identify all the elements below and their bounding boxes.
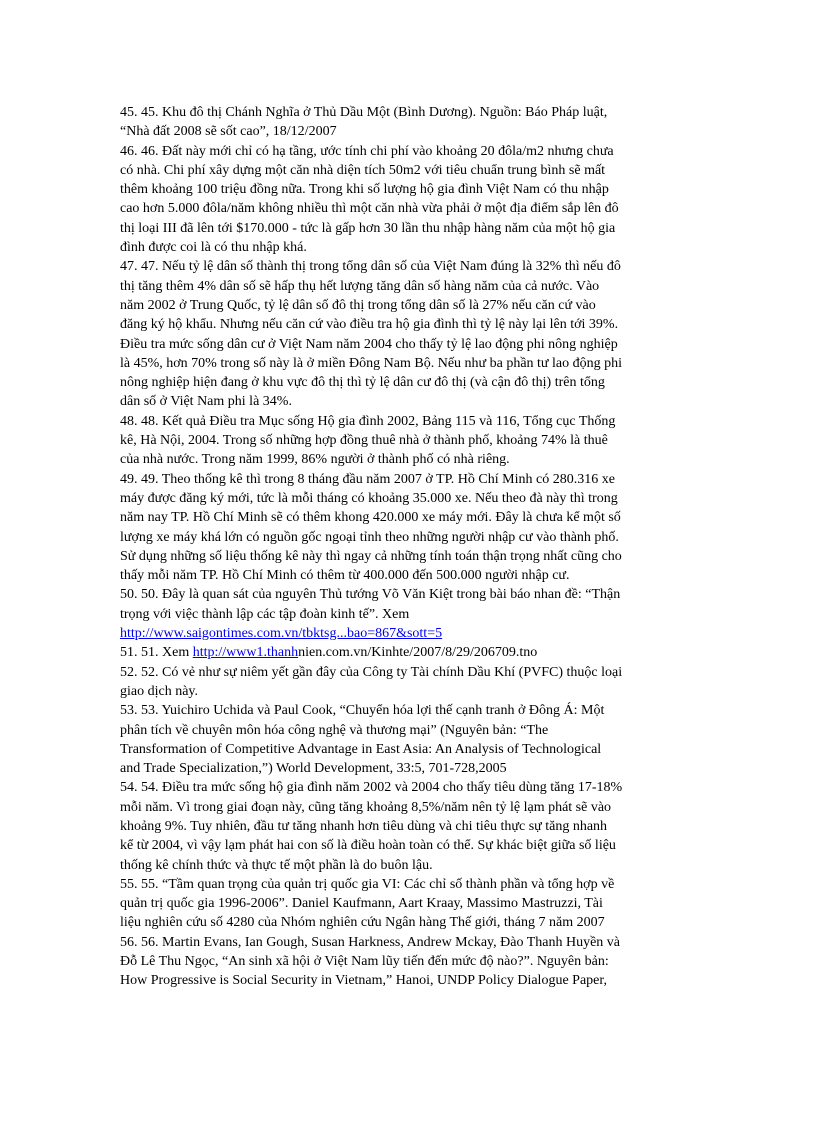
footnote-line: cao hơn 5.000 đôla/năm không nhiều thì một căn nhà vừa phải ở một địa điểm sắp lên đô (120, 201, 619, 217)
footnote-line: đình được coi là có thu nhập khá. (120, 240, 307, 256)
footnote-line: 55. 55. “Tầm quan trọng của quản trị quốc gia VI: Các chỉ số thành phần và tổng hợp về (120, 876, 615, 892)
footnote-line: phân tích về chuyên môn hóa công nghệ và thương mại” (Nguyên bản: “The (120, 722, 549, 738)
footnote-54 (120, 778, 696, 874)
footnote-line: mỗi năm. Vì trong giai đoạn này, cũng tăng khoảng 8,5%/năm nên tỷ lệ lạm phát sẽ vào (120, 799, 612, 815)
footnote-line: 48. 48. Kết quả Điều tra Mục sống Hộ gia đình 2002, Bảng 115 và 116, Tổng cục Thống (120, 413, 616, 429)
footnote-line: lượng xe máy khá lớn có nguồn gốc ngoại tỉnh theo những người nhập cư vào thành phố. (120, 529, 619, 545)
footnote-50 (120, 585, 696, 643)
footnote-55 (120, 875, 696, 933)
footnote-53 (120, 701, 696, 778)
footnote-45 (120, 103, 696, 142)
footnote-line: đăng ký hộ khẩu. Nhưng nếu căn cứ vào điều tra hộ gia đình thì tỷ lệ này lại lên tới 39%. (120, 317, 619, 333)
footnote-49 (120, 470, 696, 586)
footnote-48 (120, 412, 696, 470)
footnote-line: How Progressive is Social Security in Vietnam,” Hanoi, UNDP Policy Dialogue Paper, (120, 973, 607, 989)
footnote-46 (120, 142, 696, 258)
footnotes-body (120, 103, 696, 991)
footnote-prefix: 51. 51. Xem (120, 645, 193, 661)
footnote-line: thấy mỗi năm TP. Hồ Chí Minh có thêm từ 400.000 đến 500.000 người nhập cư. (120, 568, 570, 584)
footnote-line: liệu nghiên cứu số 4280 của Nhóm nghiên cứu Ngân hàng Thế giới, tháng 7 năm 2007 (120, 915, 605, 931)
footnote-line (120, 643, 696, 662)
footnote-line: quản trị quốc gia 1996-2006”. Daniel Kaufmann, Aart Kraay, Massimo Mastruzzi, Tài (120, 896, 603, 912)
footnote-line: 49. 49. Theo thống kê thì trong 8 tháng đầu năm 2007 ở TP. Hồ Chí Minh có 280.316 xe (120, 471, 615, 487)
footnote-line: “Nhà đất 2008 sẽ sốt cao”, 18/12/2007 (120, 124, 337, 140)
footnote-line: Sử dụng những số liệu thống kê này thì ngay cả những tính toán thận trọng nhất cũng cho (120, 548, 622, 564)
saigontimes-link[interactable]: http://www.saigontimes.com.vn/tbktsg...bao=867&sott=5 (120, 626, 443, 642)
footnote-line: khoảng 9%. Tuy nhiên, đầu tư tăng nhanh hơn tiêu dùng và chi tiêu thực sự tăng nhanh (120, 818, 608, 834)
footnote-line: giao dịch này. (120, 683, 199, 699)
footnote-line: dân số ở Việt Nam phi là 34%. (120, 394, 292, 410)
footnote-line: 50. 50. Đây là quan sát của nguyên Thủ tướng Võ Văn Kiệt trong bài báo nhan đề: “Thận (120, 587, 621, 603)
footnote-line: 52. 52. Có vẻ như sự niêm yết gần đây của Công ty Tài chính Dầu Khí (PVFC) thuộc loại (120, 664, 623, 680)
footnote-line: năm nay TP. Hồ Chí Minh sẽ có thêm khong 420.000 xe máy mới. Đây là chưa kể một số (120, 510, 621, 526)
footnote-47 (120, 257, 696, 411)
footnote-line: 45. 45. Khu đô thị Chánh Nghĩa ở Thủ Dầu Một (Bình Dương). Nguồn: Báo Pháp luật, (120, 105, 608, 120)
footnote-suffix: nien.com.vn/Kinhte/2007/8/29/206709.tno (298, 645, 538, 661)
footnote-line: thống kê chính thức và thực tế một phần là do buôn lậu. (120, 857, 433, 873)
footnote-link-line (120, 624, 696, 643)
footnote-line: máy được đăng ký mới, tức là mỗi tháng có khoảng 35.000 xe. Nếu theo đà này thì trong (120, 490, 618, 506)
footnote-line: 47. 47. Nếu tỷ lệ dân số thành thị trong tổng dân số của Việt Nam đúng là 32% thì nếu đô (120, 259, 621, 275)
footnote-52 (120, 663, 696, 702)
footnote-line: and Trade Specialization,”) World Development, 33:5, 701-728,2005 (120, 761, 507, 777)
footnote-line: 54. 54. Điều tra mức sống hộ gia đình năm 2002 và 2004 cho thấy tiêu dùng tăng 17-18% (120, 780, 623, 796)
footnote-line: thị loại III đã lên tới $170.000 - tức là gấp hơn 30 lần thu nhập hàng năm của một hộ gia (120, 220, 616, 236)
footnote-line: kê, Hà Nội, 2004. Trong số những hợp đồng thuê nhà ở thành phố, khoảng 74% là thuê (120, 433, 608, 449)
footnote-line: thị tăng thêm 4% dân số sẽ hấp thụ hết lượng tăng dân số hàng năm của cả nước. Vào (120, 278, 600, 294)
footnote-51 (120, 643, 696, 662)
footnote-line: nông nghiệp hiện đang ở khu vực đô thị thì tỷ lệ dân cư đô thị (và cận đô thị) trên tổng (120, 375, 605, 391)
footnote-line: thêm khoảng 100 triệu đồng nữa. Trong khi số lượng hộ gia đình Việt Nam có thu nhập (120, 182, 609, 198)
footnote-line: Đỗ Lê Thu Ngọc, “An sinh xã hội ở Việt Nam lũy tiến đến mức độ nào?”. Nguyên bản: (120, 954, 609, 970)
footnote-line: Điều tra mức sống dân cư ở Việt Nam năm 2004 cho thấy tỷ lệ lao động phi nông nghiệp (120, 336, 618, 352)
footnote-56 (120, 933, 696, 991)
footnote-line: 53. 53. Yuichiro Uchida và Paul Cook, “Chuyển hóa lợi thế cạnh tranh ở Đông Á: Một (120, 703, 605, 719)
footnote-line: trọng với việc thành lập các tập đoàn kinh tế”. Xem (120, 606, 410, 622)
footnote-line: kể từ 2004, vì vậy lạm phát hai con số là điều hoàn toàn có thể. Sự khác biệt giữa số liệu (120, 838, 616, 854)
footnote-line: là 45%, hơn 70% trong số này là ở miền Đông Nam Bộ. Nếu như ba phần tư lao động phi (120, 355, 623, 371)
footnote-line: 46. 46. Đất này mới chỉ có hạ tầng, ước tính chi phí vào khoảng 20 đôla/m2 nhưng chưa (120, 143, 614, 159)
footnote-line: có nhà. Chi phí xây dựng một căn nhà diện tích 50m2 với tiêu chuẩn trung bình sẽ mất (120, 162, 606, 178)
footnote-line: Transformation of Competitive Advantage in East Asia: An Analysis of Technological (120, 741, 602, 757)
footnote-line: của nhà nước. Trong năm 1999, 86% người ở thành phố có nhà riêng. (120, 452, 510, 468)
footnote-line: 56. 56. Martin Evans, Ian Gough, Susan Harkness, Andrew Mckay, Đào Thanh Huyền và (120, 934, 621, 950)
thanhnien-link[interactable]: http://www1.thanh (192, 645, 299, 661)
footnote-line: năm 2002 ở Trung Quốc, tỷ lệ dân số đô thị trong tổng dân số là 27% nếu căn cứ vào (120, 297, 596, 313)
